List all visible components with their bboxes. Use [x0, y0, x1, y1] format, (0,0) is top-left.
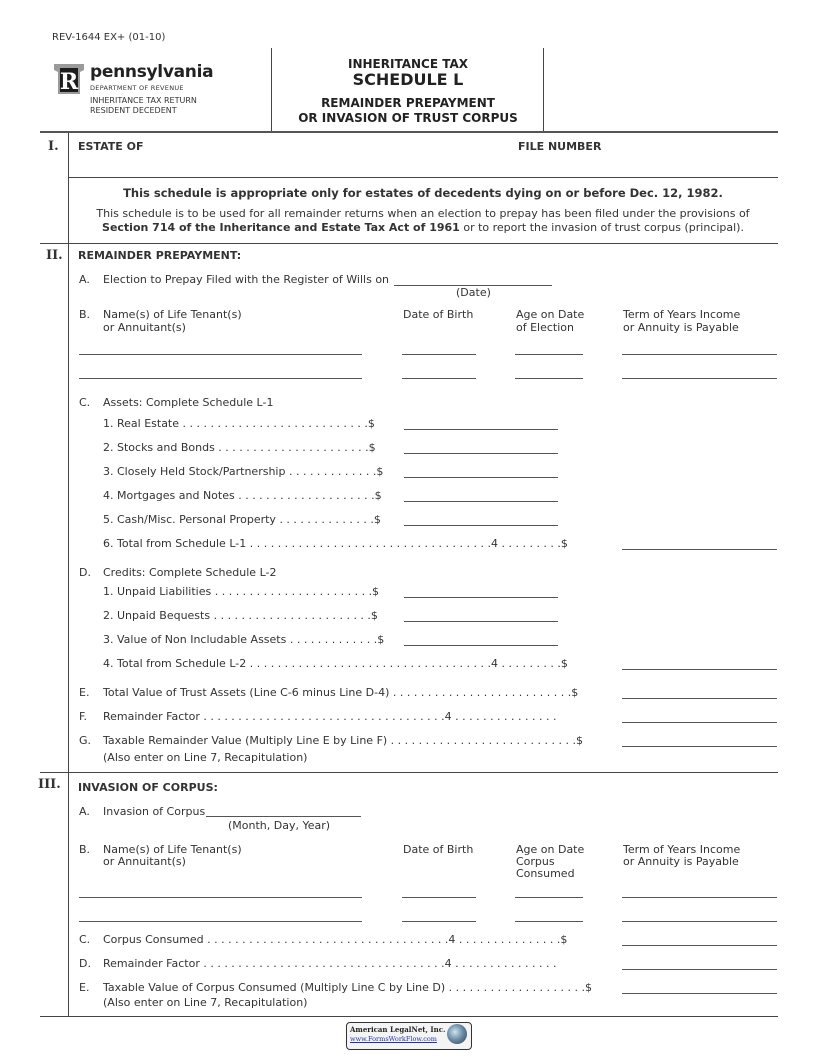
col-name-header-3a: Name(s) of Life Tenant(s): [103, 843, 242, 856]
file-number-label: FILE NUMBER: [518, 140, 602, 153]
taxable-remainder-note: (Also enter on Line 7, Recapitulation): [103, 751, 308, 764]
credit-bequests-field[interactable]: [404, 608, 558, 622]
credit-nonincludable-underline: [404, 645, 558, 646]
line-d-letter: D.: [79, 566, 91, 579]
tenant-dob-underline-2: [402, 378, 476, 379]
election-date-label: Election to Prepay Filed with the Register of Wills on: [103, 273, 390, 286]
tenant-name-underline-2: [79, 378, 362, 379]
corpus-remainder-factor-label: Remainder Factor . . . . . . . . . . . . . . . . . . . . . . . . . . . . . . . . . . .4 . . . . . . . . . . . . . . .: [103, 957, 557, 970]
asset-cash-label: 5. Cash/Misc. Personal Property . . . . . . . . . . . . . .$: [103, 513, 381, 526]
asset-closely-held-label: 3. Closely Held Stock/Partnership . . . . . . . . . . . . .$: [103, 465, 384, 478]
tenant-name-field-2[interactable]: [79, 364, 362, 378]
tenant-dob-field-1[interactable]: [402, 340, 476, 354]
col-term-header-3b: or Annuity is Payable: [623, 855, 739, 868]
tenant-age-field-2[interactable]: [515, 364, 583, 378]
return-subtype: RESIDENT DECEDENT: [90, 106, 177, 115]
line-g-letter: G.: [79, 734, 92, 747]
col-term-header-2: or Annuity is Payable: [623, 321, 739, 334]
asset-mortgages-field[interactable]: [404, 488, 558, 502]
corpus-tenant-name-field-1[interactable]: [79, 883, 362, 897]
col-dob-header: Date of Birth: [403, 308, 474, 321]
usage-notice-line2: [68, 221, 778, 234]
corpus-tenant-term-underline-2: [622, 921, 777, 922]
corpus-tenant-name-underline-2: [79, 921, 362, 922]
section-3-title: INVASION OF CORPUS:: [78, 781, 218, 794]
line-f-letter: F.: [79, 710, 88, 723]
corpus-tenant-name-underline-1: [79, 897, 362, 898]
assets-total-field[interactable]: [622, 536, 777, 550]
corpus-remainder-factor-underline: [622, 969, 777, 970]
asset-mortgages-label: 4. Mortgages and Notes . . . . . . . . . . . . . . . . . . . .$: [103, 489, 382, 502]
tenant-age-field-1[interactable]: [515, 340, 583, 354]
credit-bequests-label: 2. Unpaid Bequests . . . . . . . . . . . . . . . . . . . . . . .$: [103, 609, 378, 622]
asset-stocks-label: 2. Stocks and Bonds . . . . . . . . . . . . . . . . . . . . . .$: [103, 441, 376, 454]
col-dob-header-3: Date of Birth: [403, 843, 474, 856]
asset-real-estate-field[interactable]: [404, 416, 558, 430]
assets-total-label: 6. Total from Schedule L-1 . . . . . . . . . . . . . . . . . . . . . . . . . . . . . . . . . . .4 . . . . . . . . .$: [103, 537, 568, 550]
svg-text:R: R: [59, 69, 79, 95]
section-3-numeral: III.: [38, 777, 61, 792]
publisher-name: American LegalNet, Inc.: [350, 1025, 446, 1034]
statute-reference: Section 714 of the Inheritance and Estate Tax Act of 1961: [102, 221, 460, 234]
credit-liabilities-label: 1. Unpaid Liabilities . . . . . . . . . . . . . . . . . . . . . . .$: [103, 585, 380, 598]
estate-of-label: ESTATE OF: [78, 140, 144, 153]
state-wordmark: pennsylvania: [90, 62, 214, 82]
col-name-header-1: Name(s) of Life Tenant(s): [103, 308, 242, 321]
col-age-header-3c: Consumed: [516, 867, 575, 880]
corpus-tenant-term-field-2[interactable]: [622, 907, 777, 921]
form-bottom-rule: [40, 1016, 778, 1017]
corpus-remainder-factor-field[interactable]: [622, 956, 777, 970]
keystone-r-icon: [52, 62, 86, 96]
corpus-tenant-term-underline-1: [622, 897, 777, 898]
section-2-top-rule: [40, 243, 778, 244]
form-subtitle-line2: OR INVASION OF TRUST CORPUS: [298, 111, 518, 125]
section-1-numeral: I.: [48, 139, 59, 154]
section-2-numeral: II.: [46, 248, 63, 263]
corpus-tenant-term-field-1[interactable]: [622, 883, 777, 897]
corpus-consumed-underline: [622, 945, 777, 946]
credit-liabilities-underline: [404, 597, 558, 598]
asset-closely-held-underline: [404, 477, 558, 478]
line-c-letter: C.: [79, 396, 91, 409]
form-title: SCHEDULE L: [352, 70, 464, 89]
taxable-remainder-label: Taxable Remainder Value (Multiply Line E by Line F) . . . . . . . . . . . . . . . . . . . . . . . . . . .$: [103, 734, 583, 747]
line-a-letter-3: A.: [79, 805, 90, 818]
tenant-term-underline-2: [622, 378, 777, 379]
form-id: REV-1644 EX+ (01-10): [52, 32, 166, 43]
line-e-letter: E.: [79, 686, 90, 699]
col-name-header-3b: or Annuitant(s): [103, 855, 186, 868]
asset-cash-field[interactable]: [404, 512, 558, 526]
trust-assets-total-field[interactable]: [622, 685, 777, 699]
applicability-notice: This schedule is appropriate only for estates of decedents dying on or before Dec. 12, 1982.: [123, 186, 723, 200]
tenant-age-underline-2: [515, 378, 583, 379]
tenant-dob-field-2[interactable]: [402, 364, 476, 378]
corpus-tenant-dob-field-1[interactable]: [402, 883, 476, 897]
taxable-corpus-label: Taxable Value of Corpus Consumed (Multiply Line C by Line D) . . . . . . . . . . . . . . . . . . . .$: [103, 981, 593, 994]
section-2-title: REMAINDER PREPAYMENT:: [78, 249, 242, 262]
file-number-field[interactable]: [518, 156, 768, 174]
line-a-letter: A.: [79, 273, 90, 286]
form-title-line1: INHERITANCE TAX: [347, 57, 468, 71]
asset-stocks-field[interactable]: [404, 440, 558, 454]
corpus-tenant-dob-underline-1: [402, 897, 476, 898]
taxable-remainder-field[interactable]: [622, 733, 777, 747]
corpus-tenant-dob-field-2[interactable]: [402, 907, 476, 921]
assets-heading: Assets: Complete Schedule L-1: [103, 396, 274, 409]
section-1-divider: [68, 177, 778, 178]
asset-real-estate-label: 1. Real Estate . . . . . . . . . . . . . . . . . . . . . . . . . . .$: [103, 417, 375, 430]
credit-bequests-underline: [404, 621, 558, 622]
department-name: DEPARTMENT OF REVENUE: [90, 84, 184, 92]
col-term-header-1: Term of Years Income: [623, 308, 741, 321]
credit-nonincludable-label: 3. Value of Non Includable Assets . . . . . . . . . . . . .$: [103, 633, 385, 646]
tenant-term-field-1[interactable]: [622, 340, 777, 354]
trust-assets-total-label: Total Value of Trust Assets (Line C-6 minus Line D-4) . . . . . . . . . . . . . . . . . . . . . . . . . .$: [103, 686, 579, 699]
remainder-factor-underline: [622, 722, 777, 723]
line-b-letter: B.: [79, 308, 91, 321]
invasion-date-field[interactable]: [206, 803, 361, 817]
line-b-letter-3: B.: [79, 843, 91, 856]
tenant-age-underline-1: [515, 354, 583, 355]
taxable-corpus-note: (Also enter on Line 7, Recapitulation): [103, 996, 308, 1009]
tenant-name-field-1[interactable]: [79, 340, 362, 354]
tenant-name-underline-1: [79, 354, 362, 355]
usage-notice-line1: This schedule is to be used for all remainder returns when an election to prepay has been filed under the provisions of: [96, 207, 750, 220]
trust-assets-total-underline: [622, 698, 777, 699]
credits-total-label: 4. Total from Schedule L-2 . . . . . . . . . . . . . . . . . . . . . . . . . . . . . . . . . . .4 . . . . . . . . .$: [103, 657, 568, 670]
publisher-link[interactable]: www.FormsWorkFlow.com: [350, 1035, 437, 1043]
asset-closely-held-field[interactable]: [404, 464, 558, 478]
header-bottom-rule: [40, 131, 778, 133]
usage-notice-rest: or to report the invasion of trust corpus (principal).: [459, 221, 744, 234]
corpus-consumed-label: Corpus Consumed . . . . . . . . . . . . . . . . . . . . . . . . . . . . . . . . . . .4 . . . . . . . . . . . . . . .$: [103, 933, 568, 946]
taxable-remainder-underline: [622, 746, 777, 747]
asset-mortgages-underline: [404, 501, 558, 502]
line-c-letter-3: C.: [79, 933, 91, 946]
election-date-caption: (Date): [456, 286, 491, 299]
globe-icon: [447, 1024, 467, 1044]
section-3-top-rule: [40, 772, 778, 773]
corpus-tenant-age-underline-2: [515, 921, 583, 922]
remainder-factor-field[interactable]: [622, 709, 777, 723]
credits-total-field[interactable]: [622, 656, 777, 670]
tenant-dob-underline-1: [402, 354, 476, 355]
invasion-date-caption: (Month, Day, Year): [228, 819, 331, 832]
return-type: INHERITANCE TAX RETURN: [90, 96, 197, 105]
form-subtitle-line1: REMAINDER PREPAYMENT: [321, 96, 495, 110]
invasion-date-label: Invasion of Corpus: [103, 805, 206, 818]
taxable-corpus-underline: [622, 993, 777, 994]
invasion-date-underline: [206, 816, 361, 817]
corpus-consumed-field[interactable]: [622, 932, 777, 946]
section-margin-rule: [68, 133, 69, 1016]
asset-stocks-underline: [404, 453, 558, 454]
asset-cash-underline: [404, 525, 558, 526]
taxable-corpus-field[interactable]: [622, 980, 777, 994]
assets-total-underline: [622, 549, 777, 550]
col-term-header-3a: Term of Years Income: [623, 843, 741, 856]
tenant-term-field-2[interactable]: [622, 364, 777, 378]
corpus-tenant-dob-underline-2: [402, 921, 476, 922]
credit-liabilities-field[interactable]: [404, 584, 558, 598]
col-name-header-2: or Annuitant(s): [103, 321, 186, 334]
credit-nonincludable-field[interactable]: [404, 632, 558, 646]
credits-total-underline: [622, 669, 777, 670]
line-d-letter-3: D.: [79, 957, 91, 970]
col-age-header-1: Age on Date: [516, 308, 585, 321]
asset-real-estate-underline: [404, 429, 558, 430]
corpus-tenant-age-underline-1: [515, 897, 583, 898]
estate-of-field[interactable]: [78, 156, 498, 174]
remainder-factor-label: Remainder Factor . . . . . . . . . . . . . . . . . . . . . . . . . . . . . . . . . . .4 . . . . . . . . . . . . . . .: [103, 710, 557, 723]
col-age-header-3a: Age on Date: [516, 843, 585, 856]
col-age-header-2: of Election: [516, 321, 574, 334]
credits-heading: Credits: Complete Schedule L-2: [103, 566, 277, 579]
corpus-tenant-age-field-2[interactable]: [515, 907, 583, 921]
line-e-letter-3: E.: [79, 981, 90, 994]
corpus-tenant-name-field-2[interactable]: [79, 907, 362, 921]
tenant-term-underline-1: [622, 354, 777, 355]
corpus-tenant-age-field-1[interactable]: [515, 883, 583, 897]
col-age-header-3b: Corpus: [516, 855, 555, 868]
election-date-field[interactable]: [394, 272, 552, 286]
